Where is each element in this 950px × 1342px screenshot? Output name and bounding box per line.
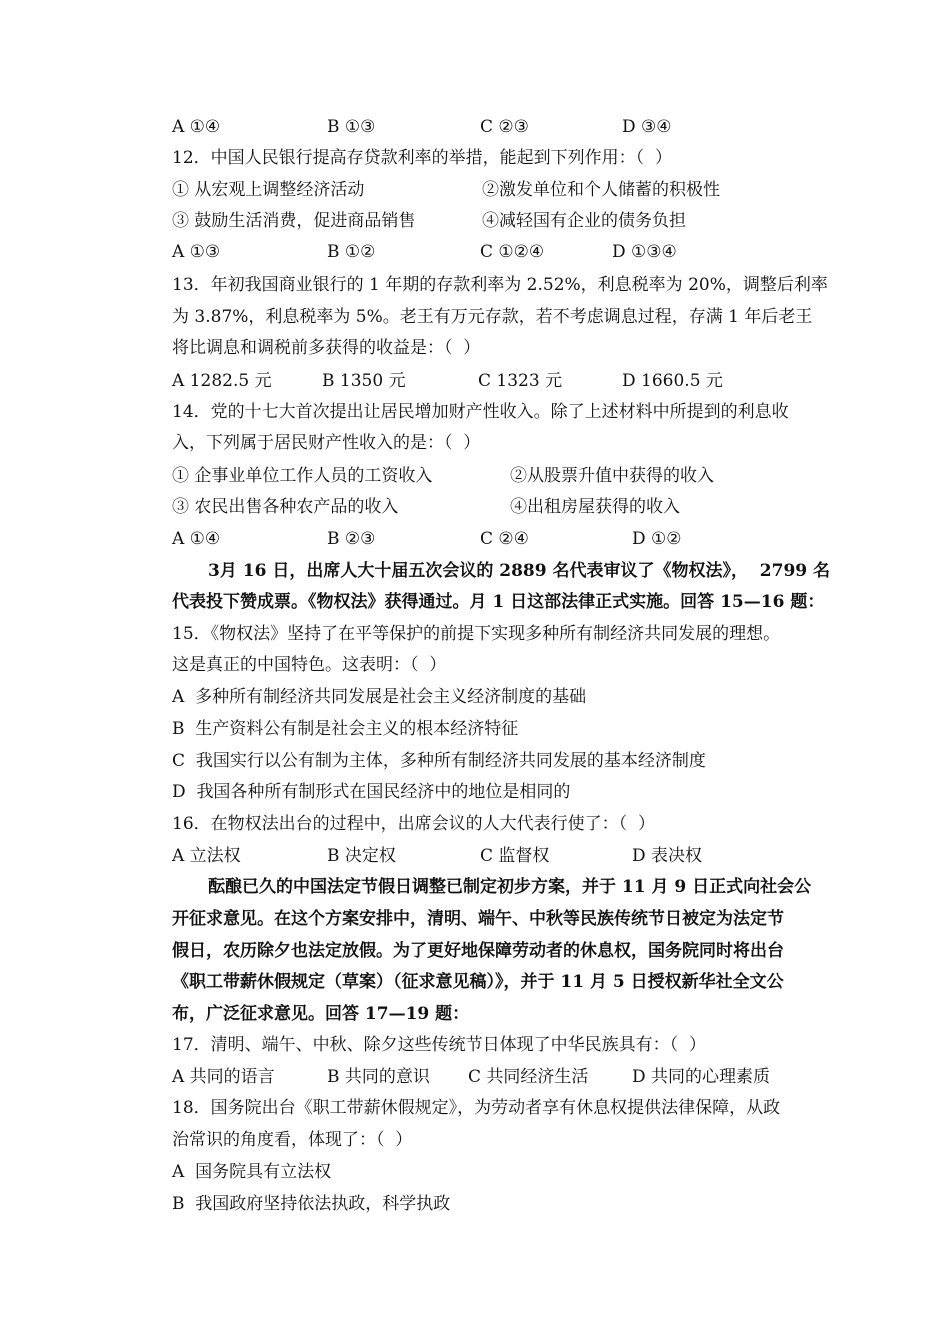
q14-stem-line-1: 14．党的十七大首次提出让居民增加财产性收入。除了上述材料中所提到的利息收 bbox=[172, 402, 789, 422]
q13-option-b: B 1350 元 bbox=[322, 371, 406, 391]
q12-item-3: ③ 鼓励生活消费，促进商品销售 bbox=[172, 211, 416, 231]
q11-option-b: B ①③ bbox=[327, 117, 376, 137]
passage2-line-1: 酝酿已久的中国法定节假日调整已制定初步方案，并于 11 月 9 日正式向社会公 bbox=[208, 877, 812, 897]
q15-choice-b: B 生产资料公有制是社会主义的根本经济特征 bbox=[172, 719, 519, 739]
q18-choice-b: B 我国政府坚持依法执政，科学执政 bbox=[172, 1194, 451, 1214]
q15-stem-line-2: 这是真正的中国特色。这表明：（ ） bbox=[172, 655, 447, 675]
q14-item-3: ③ 农民出售各种农产品的收入 bbox=[172, 497, 399, 517]
q14-option-c: C ②④ bbox=[480, 529, 529, 549]
q18-choice-a: A 国务院具有立法权 bbox=[172, 1162, 332, 1182]
q12-option-d: D ①③④ bbox=[612, 242, 677, 262]
q12-option-a: A ①③ bbox=[172, 242, 221, 262]
passage2-line-4: 《职工带薪休假规定（草案）（征求意见稿）》，并于 11 月 5 日授权新华社全文公 bbox=[172, 972, 784, 992]
q12-item-1: ① 从宏观上调整经济活动 bbox=[172, 180, 365, 200]
q16-option-a: A 立法权 bbox=[172, 846, 241, 866]
q13-option-d: D 1660.5 元 bbox=[622, 371, 723, 391]
q12-item-4: ④减轻国有企业的债务负担 bbox=[482, 211, 686, 231]
q13-stem-line-2: 为 3.87%，利息税率为 5%。老王有万元存款，若不考虑调息过程，存满 1 年后老王 bbox=[172, 307, 813, 327]
q13-stem-line-1: 13．年初我国商业银行的 1 年期的存款利率为 2.52%，利息税率为 20%，调整后利率 bbox=[172, 275, 828, 295]
q12-stem: 12．中国人民银行提高存贷款利率的举措，能起到下列作用：（ ） bbox=[172, 148, 672, 168]
passage2-line-5: 布，广泛征求意见。回答 17—19 题： bbox=[172, 1004, 470, 1024]
passage1-line-2: 代表投下赞成票。《物权法》获得通过。月 1 日这部法律正式实施。回答 15—16 题： bbox=[172, 592, 825, 612]
passage2-line-3: 假日，农历除夕也法定放假。为了更好地保障劳动者的休息权，国务院同时将出台 bbox=[172, 941, 784, 961]
q17-option-c: C 共同经济生活 bbox=[468, 1067, 589, 1087]
q18-stem-line-1: 18．国务院出台《职工带薪休假规定》，为劳动者享有休息权提供法律保障，从政 bbox=[172, 1098, 781, 1118]
q15-choice-d: D 我国各种所有制形式在国民经济中的地位是相同的 bbox=[172, 782, 571, 802]
passage2-line-2: 开征求意见。在这个方案安排中，清明、端午、中秋等民族传统节日被定为法定节 bbox=[172, 909, 784, 929]
q17-option-d: D 共同的心理素质 bbox=[632, 1067, 771, 1087]
q14-item-1: ① 企事业单位工作人员的工资收入 bbox=[172, 466, 433, 486]
passage1-line-1: 3月 16 日，出席人大十届五次会议的 2889 名代表审议了《物权法》， 2799 名 bbox=[208, 561, 831, 581]
q18-stem-line-2: 治常识的角度看，体现了：（ ） bbox=[172, 1130, 413, 1150]
q15-choice-a: A 多种所有制经济共同发展是社会主义经济制度的基础 bbox=[172, 687, 587, 707]
q14-item-2: ②从股票升值中获得的收入 bbox=[510, 466, 714, 486]
q14-item-4: ④出租房屋获得的收入 bbox=[510, 497, 680, 517]
q11-option-d: D ③④ bbox=[622, 117, 672, 137]
q14-stem-line-2: 入，下列属于居民财产性收入的是：（ ） bbox=[172, 433, 481, 453]
q14-option-a: A ①④ bbox=[172, 529, 221, 549]
q17-option-a: A 共同的语言 bbox=[172, 1067, 275, 1087]
q12-item-2: ②激发单位和个人储蓄的积极性 bbox=[482, 180, 720, 200]
q13-option-a: A 1282.5 元 bbox=[172, 371, 272, 391]
q13-option-c: C 1323 元 bbox=[478, 371, 563, 391]
q16-option-d: D 表决权 bbox=[632, 846, 703, 866]
q11-option-a: A ①④ bbox=[172, 117, 221, 137]
q17-stem: 17．清明、端午、中秋、除夕这些传统节日体现了中华民族具有：（ ） bbox=[172, 1035, 706, 1055]
q15-choice-c: C 我国实行以公有制为主体，多种所有制经济共同发展的基本经济制度 bbox=[172, 751, 706, 771]
q14-option-d: D ①② bbox=[632, 529, 682, 549]
q12-option-c: C ①②④ bbox=[480, 242, 545, 262]
q13-stem-line-3: 将比调息和调税前多获得的收益是：（ ） bbox=[172, 338, 481, 358]
q11-option-c: C ②③ bbox=[480, 117, 529, 137]
q16-option-b: B 决定权 bbox=[327, 846, 396, 866]
q12-option-b: B ①② bbox=[327, 242, 376, 262]
q14-option-b: B ②③ bbox=[327, 529, 376, 549]
q17-option-b: B 共同的意识 bbox=[327, 1067, 430, 1087]
q16-option-c: C 监督权 bbox=[480, 846, 550, 866]
q16-stem: 16．在物权法出台的过程中，出席会议的人大代表行使了：（ ） bbox=[172, 814, 655, 834]
q15-stem-line-1: 15．《物权法》坚持了在平等保护的前提下实现多种所有制经济共同发展的理想。 bbox=[172, 624, 781, 644]
